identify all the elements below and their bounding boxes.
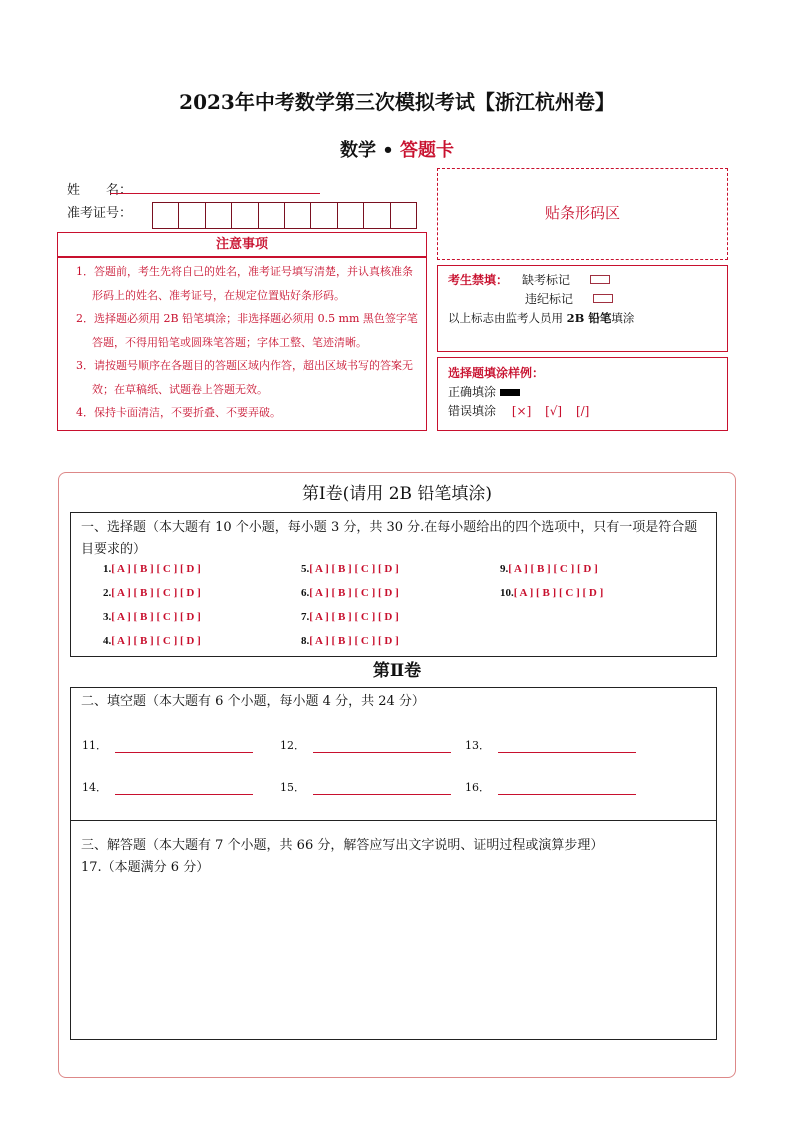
id-digit-box[interactable]	[206, 203, 232, 228]
option-bubbles[interactable]: [ A ] [ B ] [ C ] [ D ]	[309, 587, 399, 599]
choice-question	[301, 563, 399, 575]
solve-section-heading: 三、解答题（本大题有 7 个小题，共 66 分，解答应写出文字说明、证明过程或演算步理）	[81, 838, 604, 853]
answer-line[interactable]	[115, 794, 253, 795]
id-digit-box[interactable]	[232, 203, 258, 228]
wrong-label: 错误填涂	[448, 404, 497, 418]
wrong-mark: [×]	[511, 404, 532, 418]
id-digit-box[interactable]	[153, 203, 179, 228]
option-bubbles[interactable]: [ A ] [ B ] [ C ] [ D ]	[111, 611, 201, 623]
answer-line[interactable]	[498, 752, 636, 753]
note-bold: 2B 铅笔	[566, 311, 612, 325]
fill-question	[82, 737, 253, 753]
part1-title: 第Ⅰ卷(请用 2B 铅笔填涂)	[301, 484, 493, 504]
question-number: 3.	[103, 611, 112, 623]
fill-question	[465, 737, 636, 753]
fill-section-heading: 二、填空题（本大题有 6 个小题，每小题 4 分，共 24 分）	[81, 694, 425, 709]
option-bubbles[interactable]: [ A ] [ B ] [ C ] [ D ]	[309, 635, 399, 647]
question-number: 4.	[103, 635, 112, 647]
forbidden-box	[437, 265, 728, 352]
answer-line[interactable]	[313, 794, 451, 795]
question-number: 12．	[280, 739, 305, 752]
name-field[interactable]	[110, 193, 320, 194]
part2-title: 第Ⅱ卷	[372, 661, 422, 681]
fill-question	[465, 779, 636, 795]
note-text: 以上标志由监考人员用	[448, 311, 567, 325]
question-number: 8.	[301, 635, 310, 647]
solve-section[interactable]	[70, 820, 717, 1040]
question-number: 2.	[103, 587, 112, 599]
choice-question	[103, 563, 201, 575]
choice-question	[500, 563, 598, 575]
sample-label: 选择题填涂样例：	[448, 366, 545, 380]
subject: 数学	[339, 140, 376, 161]
option-bubbles[interactable]: [ A ] [ B ] [ C ] [ D ]	[111, 635, 201, 647]
option-bubbles[interactable]: [ A ] [ B ] [ C ] [ D ]	[309, 563, 399, 575]
forbidden-label: 考生禁填：	[448, 273, 509, 287]
question-number: 14．	[82, 781, 107, 794]
fill-question	[82, 779, 253, 795]
question-number: 15．	[280, 781, 305, 794]
notice-item: 1．答题前，考生先将自己的姓名，准考证号填写清楚，并认真核准条形码上的姓名、准考证号，在规定位置贴好条形码。	[76, 265, 413, 302]
fill-question	[280, 737, 451, 753]
id-digit-box[interactable]	[179, 203, 205, 228]
id-digit-box[interactable]	[338, 203, 364, 228]
barcode-area: 贴条形码区	[437, 168, 728, 260]
notice-item: 2．选择题必须用 2B 铅笔填涂；非选择题必须用 0.5 mm 黑色签字笔答题，不得用铅笔或圆珠笔答题；字体工整、笔迹清晰。	[76, 312, 418, 349]
id-digit-box[interactable]	[311, 203, 337, 228]
option-bubbles[interactable]: [ A ] [ B ] [ C ] [ D ]	[309, 611, 399, 623]
question-number: 16．	[465, 781, 490, 794]
dot: •	[382, 140, 394, 161]
choice-question	[103, 635, 201, 647]
subtitle	[0, 136, 794, 162]
answer-line[interactable]	[313, 752, 451, 753]
absent-mark-box[interactable]	[590, 275, 610, 284]
question-number: 6.	[301, 587, 310, 599]
question-17-label: 17.（本题满分 6 分）	[81, 860, 210, 875]
name-label: 姓 名：	[67, 183, 133, 198]
id-label: 准考证号：	[67, 206, 133, 221]
question-number: 7.	[301, 611, 310, 623]
fill-section	[70, 687, 717, 821]
violation-label: 违纪标记	[525, 292, 574, 306]
choice-section-heading: 一、选择题（本大题有 10 个小题，每小题 3 分，共 30 分.在每小题给出的四个选项中，只有一项是符合题目要求的）	[81, 520, 698, 557]
choice-question	[103, 587, 201, 599]
notice-item: 3．请按题号顺序在各题目的答题区域内作答，超出区域书写的答案无效；在草稿纸、试题卷上答题无效。	[76, 359, 413, 396]
answer-line[interactable]	[115, 752, 253, 753]
choice-question	[301, 635, 399, 647]
id-digit-box[interactable]	[391, 203, 416, 228]
fill-question	[280, 779, 451, 795]
wrong-mark: [/]	[575, 404, 590, 418]
note-text: 填涂	[611, 311, 635, 325]
question-number: 10.	[500, 587, 514, 599]
page-title: 2023年中考数学第三次模拟考试【浙江杭州卷】	[179, 90, 615, 114]
correct-label: 正确填涂	[448, 385, 497, 399]
absent-label: 缺考标记	[522, 273, 571, 287]
choice-question	[301, 587, 399, 599]
question-number: 11．	[82, 739, 107, 752]
question-number: 5.	[301, 563, 310, 575]
notice-box	[57, 257, 427, 431]
card-label: 答题卡	[400, 140, 455, 161]
notice-item: 4．保持卡面清洁，不要折叠、不要弄破。	[76, 406, 281, 419]
sample-box	[437, 357, 728, 431]
question-number: 1.	[103, 563, 112, 575]
choice-question	[103, 611, 201, 623]
notice-heading: 注意事项	[57, 232, 427, 257]
id-digit-box[interactable]	[259, 203, 285, 228]
violation-mark-box[interactable]	[593, 294, 613, 303]
choice-question	[500, 587, 603, 599]
question-number: 9.	[500, 563, 509, 575]
id-digit-box[interactable]	[364, 203, 390, 228]
option-bubbles[interactable]: [ A ] [ B ] [ C ] [ D ]	[508, 563, 598, 575]
filled-mark	[500, 389, 520, 396]
id-digit-box[interactable]	[285, 203, 311, 228]
answer-line[interactable]	[498, 794, 636, 795]
choice-question	[301, 611, 399, 623]
option-bubbles[interactable]: [ A ] [ B ] [ C ] [ D ]	[513, 587, 604, 599]
option-bubbles[interactable]: [ A ] [ B ] [ C ] [ D ]	[111, 587, 201, 599]
question-number: 13．	[465, 739, 490, 752]
id-number-boxes[interactable]	[152, 202, 417, 229]
option-bubbles[interactable]: [ A ] [ B ] [ C ] [ D ]	[111, 563, 201, 575]
wrong-mark: [√]	[545, 404, 563, 418]
